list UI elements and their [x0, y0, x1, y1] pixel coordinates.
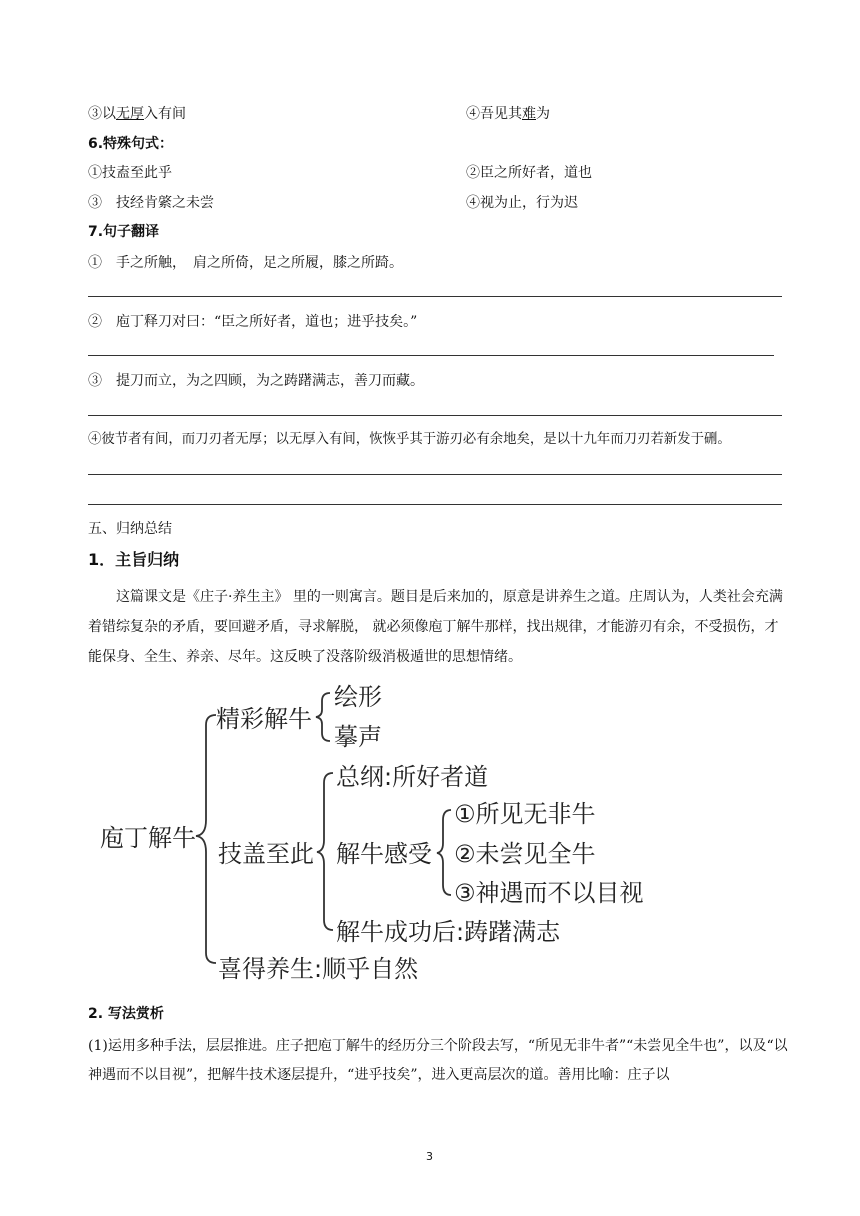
sentence-1: ①技盍至此乎	[88, 165, 172, 181]
sentence-4: ④视为止，行为迟	[466, 195, 578, 211]
answer-line	[88, 296, 782, 297]
item-3: ③以无厚入有间	[88, 106, 186, 122]
diagram-branch-2b3: ③神遇而不以目视	[454, 879, 644, 907]
answer-line	[88, 415, 782, 416]
sentence-2: ②臣之所好者，道也	[466, 165, 592, 181]
diagram-branch-2a: 总纲:所好者道	[336, 763, 489, 791]
structure-diagram	[0, 675, 860, 995]
answer-line	[88, 474, 782, 475]
translate-q4: ④彼节者有间，而刀刃者无厚；以无厚入有间，恢恢乎其于游刃必有余地矣，是以十九年而刀刃若新发于硎。	[88, 432, 731, 447]
subsection-theme-title: 1．主旨归纳	[88, 550, 180, 569]
answer-line	[88, 504, 782, 505]
diagram-branch-1b: 摹声	[334, 723, 382, 751]
section-5-title: 五、归纳总结	[88, 521, 172, 537]
diagram-branch-1: 精彩解牛	[216, 705, 312, 733]
diagram-branch-1a: 绘形	[334, 683, 382, 711]
translate-q3: ③ 提刀而立，为之四顾，为之踌躇满志，善刀而藏。	[88, 373, 424, 389]
diagram-branch-2b2: ②未尝见全牛	[454, 840, 596, 868]
diagram-branch-2b1: ①所见无非牛	[454, 800, 596, 828]
section-6-title: 6.特殊句式：	[88, 136, 174, 152]
translate-q1: ① 手之所触， 肩之所倚，足之所履，膝之所踦。	[88, 255, 403, 271]
diagram-branch-2b: 解牛感受	[336, 840, 432, 868]
item-4: ④吾见其难为	[466, 106, 550, 122]
section-7-title: 7.句子翻译	[88, 224, 160, 240]
translate-q2: ② 庖丁释刀对曰：“臣之所好者，道也；进乎技矣。”	[88, 314, 418, 330]
diagram-root: 庖丁解牛	[100, 824, 196, 852]
answer-line	[88, 355, 774, 356]
diagram-branch-2: 技盖至此	[218, 840, 314, 868]
theme-paragraph: 这篇课文是《庄子·养生主》 里的一则寓言。题目是后来加的，原意是讲养生之道。庄周认为，人类社会充满着错综复杂的矛盾，要回避矛盾，寻求解脱， 就必须像庖丁解牛那样，找出规律，才能游刃有余，不受损伤，才能保身、全生、养亲、尽年。这反映了没落阶级消极遁世的思想情绪。	[88, 589, 783, 665]
sentence-3: ③ 技经肯綮之未尝	[88, 195, 214, 211]
diagram-branch-3: 喜得养生:顺乎自然	[218, 955, 419, 983]
subsection-writing-title: 2. 写法赏析	[88, 1006, 164, 1022]
diagram-branch-2c: 解牛成功后:踌躇满志	[336, 918, 561, 946]
writing-paragraph: (1)运用多种手法，层层推进。庄子把庖丁解牛的经历分三个阶段去写，“所见无非牛者”“未尝见全牛也”，以及“以神遇而不以目视”，把解牛技术逐层提升，“进乎技矣”，进入更高层次的道。善用比喻：庄子以	[88, 1038, 788, 1083]
page-number: 3	[426, 1150, 433, 1163]
